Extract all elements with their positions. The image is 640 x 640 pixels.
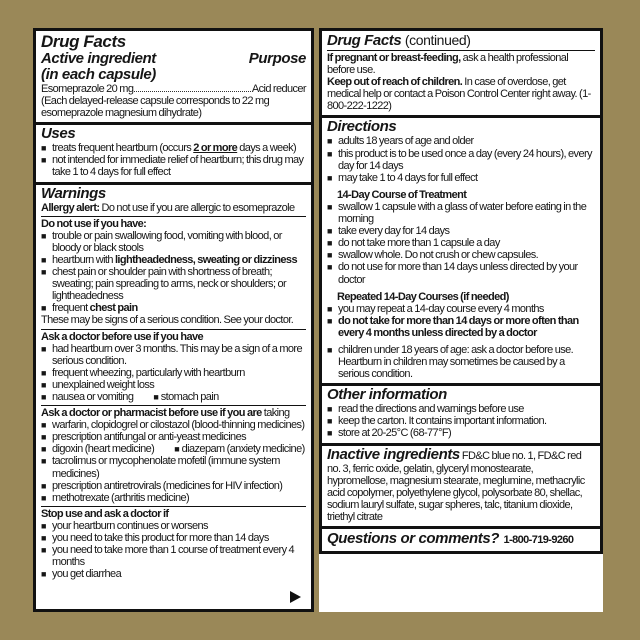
list-item [41,254,306,266]
ingredient-name: Esomeprazole 20 mg [41,83,134,95]
item-text: do not take more than 1 capsule a day [338,237,500,250]
list-item [41,431,306,443]
list-item [327,315,595,339]
continue-arrow-icon [290,591,301,603]
item-text: swallow 1 capsule with a glass of water before eating in the morning [338,200,587,226]
list-item [327,249,595,261]
item-text: do not use for more than 14 days unless directed by your doctor [338,261,578,286]
list-item [327,303,595,315]
item-text: you need to take more than 1 course of treatment every 4 months [52,544,295,569]
inactive-ingredients-section [322,443,600,526]
children-text: In case of overdose, get medical help or contact a Poison Control Center right away. (1-800-222-1222) [327,76,591,113]
item-text: frequent [52,302,90,315]
list-item [327,225,595,237]
list-item [41,302,306,314]
list-item [41,532,306,544]
list-item [327,344,595,380]
bullet-square-icon: ■ [41,520,47,531]
allergy-alert-label: Allergy alert: [41,201,100,214]
questions-section [322,526,600,551]
do-not-use-list [41,230,306,315]
list-item [327,172,595,184]
item-text: 2 or more [193,142,238,155]
stop-use-heading: Stop use and ask a doctor if [41,507,169,520]
bullet-square-icon: ■ [327,303,333,314]
pregnancy-children-section [322,31,600,115]
item-text: your heartburn continues or worsens [52,519,208,532]
item-text: heartburn with [52,253,115,266]
item-text: trouble or pain swallowing food, vomiting with blood, or bloody or black stools [52,229,282,254]
item-text: warfarin, clopidogrel or cilostazol (blood-thinning medicines) [52,419,305,432]
list-item [327,427,595,439]
item-text: keep the carton. It contains important information. [338,415,547,428]
drug-facts-panel [33,28,314,612]
list-item [41,480,306,492]
list-item [327,135,595,147]
item-text: do not take for more than 14 days or more often than every 4 months unless directed by a doctor [338,314,579,339]
item-text: diazepam (anxiety medicine) [181,443,305,456]
ask-doctor-heading: Ask a doctor before use if you have [41,330,204,343]
directions-list [327,135,595,183]
children-label: Keep out of reach of children. [327,76,463,89]
course-heading: 14-Day Course of Treatment [337,188,467,201]
item-text: methotrexate (arthritis medicine) [52,491,190,504]
other-information-list [327,403,595,439]
item-text: nausea or vomiting [52,390,134,403]
item-text: lightheadedness, sweating or dizziness [114,253,297,266]
inactive-ingredients-text: FD&C blue no. 1, FD&C red no. 3, ferric oxide, gelatin, glyceryl monostearate, hypromellose, magnesium stearate, meglumine, methacrylic acid copolymer, polyethylene glycol, polysorbate 80, shellac, sodium lauryl sulfate, sugar spheres, talc, titanium dioxide, triethyl citrate [327,449,585,523]
stop-use-block [41,506,306,581]
list-item [327,403,595,415]
do-not-use-heading: Do not use if you have: [41,217,147,230]
item-text: not intended for immediate relief of heartburn; this drug may take 1 to 4 days for full effect [52,154,304,179]
bullet-square-icon: ■ [41,143,47,154]
warnings-section [36,182,311,584]
directions-heading: Directions [327,118,397,136]
bullet-square-icon: ■ [41,480,47,491]
purpose-heading: Purpose [248,50,306,67]
bullet-square-icon: ■ [41,254,47,265]
bullet-square-icon: ■ [327,416,333,427]
do-not-use-note: These may be signs of a serious condition. See your doctor. [41,314,294,327]
ingredient-purpose: Acid reducer [251,83,306,95]
children-directions-list [327,344,595,380]
bullet-square-icon: ■ [327,262,333,273]
course-list [327,201,595,286]
ask-doctor-block [41,329,306,404]
item-text: frequent wheezing, particularly with heartburn [52,366,245,379]
bullet-square-icon: ■ [41,367,47,378]
bullet-square-icon: ■ [41,456,47,467]
list-item [41,379,306,391]
uses-section [36,122,311,181]
item-text: children under 18 years of age: ask a doctor before use. Heartburn in children may sometimes be caused by a serious condition. [338,343,574,381]
ask-pharmacist-block [41,405,306,504]
bullet-square-icon: ■ [41,420,47,431]
active-ingredient-heading: Active ingredient [41,50,156,67]
dot-leader [134,91,251,92]
bullet-square-icon: ■ [41,343,47,354]
panel-title: Drug Facts [41,32,126,51]
list-item [327,261,595,285]
list-item [41,443,306,455]
list-item [327,201,595,225]
item-text: had heartburn over 3 months. This may be a sign of a more serious condition. [52,342,303,367]
warnings-heading: Warnings [41,184,106,202]
pregnant-label: If pregnant or breast-feeding, [327,52,461,64]
item-text: prescription antiretrovirals (medicines for HIV infection) [52,479,283,492]
drug-facts-continued-panel [319,28,603,612]
list-item [41,568,306,580]
item-text: you get diarrhea [52,568,122,581]
continued-title: Drug Facts [327,32,402,49]
allergy-alert-text: Do not use if you are allergic to esomeprazole [99,201,295,214]
item-text: you may repeat a 14-day course every 4 months [338,302,544,315]
item-text: tacrolimus or mycophenolate mofetil (immune system medicines) [52,455,280,480]
stop-use-list [41,520,306,580]
item-text: swallow whole. Do not crush or chew capsules. [338,249,539,262]
bullet-square-icon: ■ [174,444,180,455]
bullet-square-icon: ■ [41,569,47,580]
uses-heading: Uses [41,125,76,143]
bullet-square-icon: ■ [327,315,333,326]
bullet-square-icon: ■ [41,230,47,241]
bullet-square-icon: ■ [153,391,159,402]
list-item [41,266,306,302]
list-item [41,391,306,403]
other-information-heading: Other information [327,386,447,404]
list-item [41,455,306,479]
active-ingredient-section [36,31,311,122]
do-not-use-block [41,216,306,327]
repeat-heading: Repeated 14-Day Courses (if needed) [337,290,509,303]
active-ingredient-subheading: (in each capsule) [41,66,156,83]
repeat-list [327,303,595,339]
item-text: store at 20-25°C (68-77°F) [338,427,452,440]
item-text: read the directions and warnings before use [338,403,524,416]
bullet-square-icon: ■ [327,404,333,415]
list-item [327,148,595,172]
bullet-square-icon: ■ [41,303,47,314]
list-item [327,415,595,427]
ask-doctor-list [41,343,306,403]
item-text: adults 18 years of age and older [338,135,474,148]
item-text: may take 1 to 4 days for full effect [338,171,478,184]
ask-pharmacist-list [41,419,306,504]
continued-suffix: (continued) [401,32,471,48]
item-text: chest pain or shoulder pain with shortness of breath; sweating; pain spreading to arms, neck or shoulders; or lightheadedness [52,266,287,303]
other-information-section [322,383,600,442]
list-item [41,520,306,532]
questions-heading: Questions or comments? [327,530,500,547]
bullet-square-icon: ■ [327,136,333,147]
item-text: treats frequent heartburn (occurs [52,142,194,155]
directions-section [322,115,600,383]
bullet-square-icon: ■ [41,267,47,278]
item-text: days a week) [237,142,297,155]
item-text: this product is to be used once a day (every 24 hours), every day for 14 days [338,147,592,172]
list-item [327,237,595,249]
list-item [41,544,306,568]
list-item [41,154,306,178]
item-text: take every day for 14 days [338,225,450,238]
item-text: unexplained weight loss [52,378,155,391]
uses-list [41,142,306,178]
list-item [41,230,306,254]
bullet-square-icon: ■ [41,545,47,556]
pregnant-text: ask a health professional before use. [327,52,569,77]
bullet-square-icon: ■ [41,444,47,455]
item-text: digoxin (heart medicine) [52,443,155,456]
list-item [41,492,306,504]
bullet-square-icon: ■ [41,379,47,390]
bullet-square-icon: ■ [327,172,333,183]
bullet-square-icon: ■ [327,344,333,355]
list-item [41,343,306,367]
ask-pharmacist-heading-rest: taking [261,407,290,420]
list-item [41,367,306,379]
bullet-square-icon: ■ [327,148,333,159]
item-text: stomach pain [160,390,219,403]
bullet-square-icon: ■ [327,428,333,439]
item-text: prescription antifungal or anti-yeast medicines [52,431,246,444]
bullet-square-icon: ■ [327,201,333,212]
bullet-square-icon: ■ [327,250,333,261]
inactive-ingredients-heading: Inactive ingredients [327,445,460,463]
list-item [41,419,306,431]
bullet-square-icon: ■ [327,226,333,237]
bullet-square-icon: ■ [41,391,47,402]
bullet-square-icon: ■ [41,432,47,443]
list-item [41,142,306,154]
ingredient-note: (Each delayed-release capsule corresponds to 22 mg esomeprazole magnesium dihydrate) [41,95,270,120]
item-text: chest pain [89,302,138,315]
bullet-square-icon: ■ [41,155,47,166]
questions-phone: 1-800-719-9260 [503,534,574,546]
item-text: you need to take this product for more than 14 days [52,532,269,544]
bullet-square-icon: ■ [41,533,47,543]
bullet-square-icon: ■ [327,238,333,249]
bullet-square-icon: ■ [41,492,47,503]
ask-pharmacist-heading: Ask a doctor or pharmacist before use if you are [41,407,262,420]
